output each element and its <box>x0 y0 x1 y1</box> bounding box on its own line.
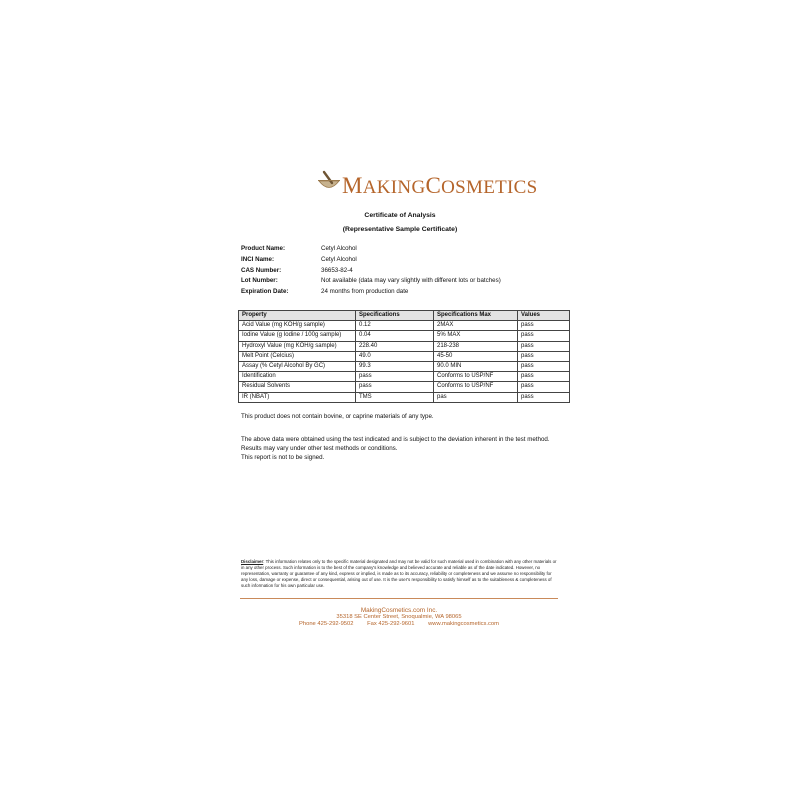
info-value: Cetyl Alcohol <box>321 255 357 263</box>
table-header-row <box>239 311 570 321</box>
info-value: Cetyl Alcohol <box>321 245 357 252</box>
table-row <box>239 331 570 341</box>
table-row <box>239 341 570 351</box>
certificate-title: Certificate of Analysis <box>364 212 436 219</box>
table-cell: Identification <box>239 372 356 382</box>
table-cell: pass <box>518 351 570 361</box>
table-cell: Iodine Value (g Iodine / 100g sample) <box>239 331 356 341</box>
footer-divider <box>240 598 558 599</box>
table-row <box>239 362 570 372</box>
product-info <box>241 244 501 298</box>
footer-company: MakingCosmetics.com Inc. <box>360 607 438 614</box>
table-cell: 0.12 <box>356 321 434 331</box>
column-header: Specifications Max <box>434 311 518 321</box>
table-cell: TMS <box>356 392 434 402</box>
footer-fax: Fax 425-292-9601 <box>367 621 415 627</box>
signature-statement: This report is not to be signed. <box>241 454 325 461</box>
info-label: INCI Name: <box>241 255 275 263</box>
table-cell: pass <box>356 382 434 392</box>
table-cell: 90.0 MIN <box>434 362 518 372</box>
info-row <box>241 244 501 255</box>
table-cell: pass <box>518 362 570 372</box>
table-row <box>239 351 570 361</box>
table-row <box>239 372 570 382</box>
table-cell: pass <box>518 372 570 382</box>
footer-contact <box>240 621 558 628</box>
table-cell: pas <box>434 392 518 402</box>
table-cell: pass <box>518 341 570 351</box>
table-row <box>239 321 570 331</box>
table-cell: Acid Value (mg KOH/g sample) <box>239 321 356 331</box>
info-value: Not available (data may vary slightly with different lots or batches) <box>321 277 501 285</box>
info-value: 24 months from production date <box>321 288 409 296</box>
brand-name: MAKINGCOSMETICS <box>342 173 538 198</box>
footer-website-link[interactable]: www.makingcosmetics.com <box>428 621 499 627</box>
table-cell: 45-50 <box>434 351 518 361</box>
info-label: CAS Number: <box>241 266 282 274</box>
table-cell: pass <box>518 321 570 331</box>
brand-logo <box>316 170 538 198</box>
column-header: Specifications <box>356 311 434 321</box>
column-header: Property <box>239 311 356 321</box>
table-cell: Residual Solvents <box>239 382 356 392</box>
table-cell: 49.0 <box>356 351 434 361</box>
info-row <box>241 255 501 266</box>
mortar-pestle-icon <box>316 170 342 194</box>
info-row <box>241 287 501 298</box>
table-cell: pass <box>356 372 434 382</box>
table-cell: 228.40 <box>356 341 434 351</box>
disclaimer-text: : This information relates only to the specific material designated and may not be valid for such material used in combination with any other materials or in any other process. Such information is to the best of the company's knowledge and believed accurate and reliable as of the date indicated. However, no representation, warranty or guarantee of any kind, express or implied, is made as to its accuracy, reliability or completeness and we assume no responsibility for any loss, damage or expense, direct or consequential, arising out of use. It is the user's responsibility to satisfy himself as to the suitableness & completeness of such information for his own particular use. <box>241 559 557 589</box>
table-cell: pass <box>518 382 570 392</box>
table-cell: IR (NBAT) <box>239 392 356 402</box>
info-row <box>241 266 501 277</box>
table-cell: pass <box>518 392 570 402</box>
table-cell: 218-238 <box>434 341 518 351</box>
table-cell: 0.04 <box>356 331 434 341</box>
column-header: Values <box>518 311 570 321</box>
table-cell: pass <box>518 331 570 341</box>
bovine-statement: This product does not contain bovine, or caprine materials of any type. <box>241 413 434 420</box>
info-label: Product Name: <box>241 245 286 252</box>
table-cell: Hydroxyl Value (mg KOH/g sample) <box>239 341 356 351</box>
info-label: Expiration Date: <box>241 288 289 296</box>
table-row <box>239 392 570 402</box>
info-value: 36653-82-4 <box>321 266 353 274</box>
table-cell: 5% MAX <box>434 331 518 341</box>
info-row <box>241 276 501 287</box>
footer-phone: Phone 425-292-9502 <box>299 621 354 627</box>
table-cell: Assay (% Cetyl Alcohol By GC) <box>239 362 356 372</box>
info-label: Lot Number: <box>241 277 278 285</box>
table-cell: Melt Point (Celcius) <box>239 351 356 361</box>
specification-table <box>238 310 570 403</box>
certificate-subtitle: (Representative Sample Certificate) <box>342 226 458 233</box>
table-cell: 99.3 <box>356 362 434 372</box>
disclaimer <box>241 559 559 589</box>
table-cell: Conforms to USP/NF <box>434 372 518 382</box>
disclaimer-label: Disclaimer <box>241 559 264 564</box>
test-method-statement: The above data were obtained using the test indicated and is subject to the deviation inherent in the test method. Results may vary under other test methods or conditions. <box>241 436 550 452</box>
table-cell: Conforms to USP/NF <box>434 382 518 392</box>
table-row <box>239 382 570 392</box>
table-cell: 2MAX <box>434 321 518 331</box>
footer-address: 35318 SE Center Street, Snoqualmie, WA 98065 <box>336 614 462 620</box>
